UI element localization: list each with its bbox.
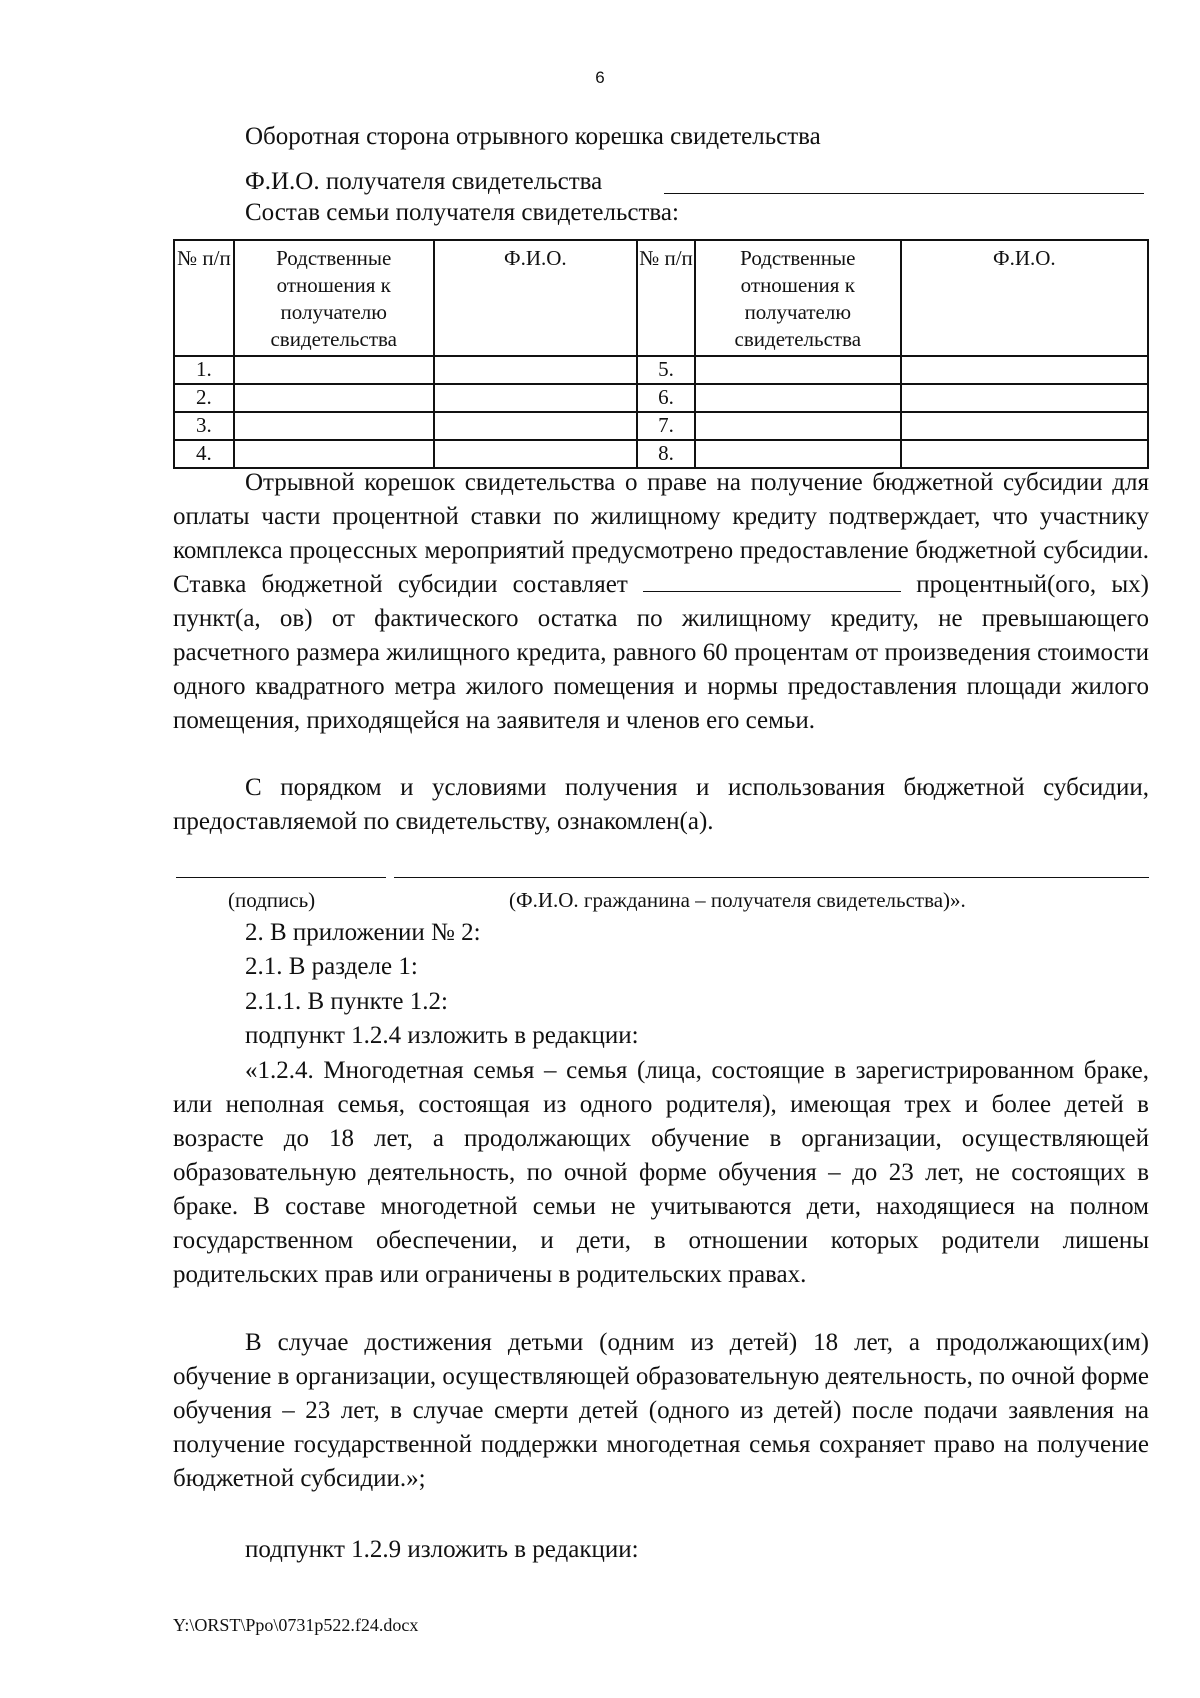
family-composition-label: Состав семьи получателя свидетельства: xyxy=(245,199,679,226)
paragraph-1-2-4 xyxy=(173,1054,1149,1292)
row-number: 5. xyxy=(637,356,695,384)
section-heading: Оборотная сторона отрывного корешка свидетельства xyxy=(245,123,821,150)
paragraph-1-2-4-text: «1.2.4. Многодетная семья – семья (лица, состоящие в зарегистрированном браке, или неполная семья, состоящая из одного родителя), имеющая трех и более детей в возрасте до 18 лет, а продолжающих обучение в организации, осуществляющей образовательную деятельность, по очной форме обучения – до 23 лет, не состоящих в браке. В составе многодетной семьи не учитываются дети, находящиеся на полном государственном обеспечении, и дети, в отношении которых родители лишены родительских прав или ограничены в родительских правах. xyxy=(173,1057,1149,1288)
recipient-name-label: Ф.И.О. получателя свидетельства xyxy=(245,168,603,195)
stub-text-part-1: Отрывной корешок свидетельства о праве на получение бюджетной субсидии для оплаты части процентной ставки по жилищному кредиту подтверждает, что участнику комплекса процессных мероприятий предусмотрено предоставление бюджетной субсидии. Ставка бюджетной субсидии составляет xyxy=(173,469,1149,598)
acknowledgement-text: С порядком и условиями получения и использования бюджетной субсидии, предоставляемой по свидетельству, ознакомлен(а). xyxy=(173,774,1149,835)
stub-text-part-2: процентный(ого, ых) пункт(а, ов) от фактического остатка по жилищному кредиту, не превышающего расчетного размера жилищного кредита, равного 60 процентам от произведения стоимости одного квадратного метра жилого помещения и нормы предоставления площади жилого помещения, приходящейся на заявителя и членов его семьи. xyxy=(173,571,1149,734)
header-relation: Родственные отношения к получателю свидетельства xyxy=(695,240,901,356)
table-row xyxy=(174,412,1148,440)
row-number: 3. xyxy=(174,412,234,440)
header-name: Ф.И.О. xyxy=(901,240,1148,356)
paragraph-case-text: В случае достижения детьми (одним из детей) 18 лет, а продолжающих(им) обучение в организации, осуществляющей образовательную деятельность, по очной форме обучения – 23 лет, в случае смерти детей (одного из детей) после подачи заявления на получение государственной поддержки многодетная семья сохраняет право на получение бюджетной субсидии.»; xyxy=(173,1329,1149,1492)
row-number: 7. xyxy=(637,412,695,440)
header-relation: Родственные отношения к получателю свидетельства xyxy=(234,240,434,356)
name-cell[interactable] xyxy=(901,356,1148,384)
row-number: 4. xyxy=(174,440,234,468)
name-cell[interactable] xyxy=(434,356,637,384)
name-cell[interactable] xyxy=(901,440,1148,468)
relation-cell[interactable] xyxy=(234,384,434,412)
header-number: № п/п xyxy=(637,240,695,356)
row-number: 2. xyxy=(174,384,234,412)
relation-cell[interactable] xyxy=(234,356,434,384)
row-number: 6. xyxy=(637,384,695,412)
item-2-1-1: 2.1.1. В пункте 1.2: xyxy=(245,988,448,1015)
acknowledgement-paragraph xyxy=(173,771,1149,839)
item-2-1: 2.1. В разделе 1: xyxy=(245,953,418,980)
name-cell[interactable] xyxy=(434,412,637,440)
relation-cell[interactable] xyxy=(234,412,434,440)
header-name: Ф.И.О. xyxy=(434,240,637,356)
relation-cell[interactable] xyxy=(234,440,434,468)
relation-cell[interactable] xyxy=(695,356,901,384)
citizen-name-caption: (Ф.И.О. гражданина – получателя свидетельства)». xyxy=(509,888,966,912)
paragraph-case xyxy=(173,1326,1149,1496)
name-cell[interactable] xyxy=(901,384,1148,412)
recipient-name-blank[interactable] xyxy=(664,193,1144,194)
row-number: 1. xyxy=(174,356,234,384)
relation-cell[interactable] xyxy=(695,440,901,468)
item-2: 2. В приложении № 2: xyxy=(245,919,481,946)
relation-cell[interactable] xyxy=(695,412,901,440)
table-row xyxy=(174,356,1148,384)
header-number: № п/п xyxy=(174,240,234,356)
footer-file-path: Y:\ORST\Ppo\0731p522.f24.docx xyxy=(173,1615,419,1635)
stub-description-paragraph xyxy=(173,466,1149,738)
family-table xyxy=(173,239,1149,469)
table-header-row xyxy=(174,240,1148,356)
table-row xyxy=(174,440,1148,468)
citizen-name-line[interactable] xyxy=(394,877,1149,878)
page-number: 6 xyxy=(595,68,605,87)
row-number: 8. xyxy=(637,440,695,468)
subitem-1-2-4-intro: подпункт 1.2.4 изложить в редакции: xyxy=(245,1022,639,1049)
subsidy-rate-blank[interactable] xyxy=(643,571,901,592)
relation-cell[interactable] xyxy=(695,384,901,412)
name-cell[interactable] xyxy=(901,412,1148,440)
name-cell[interactable] xyxy=(434,440,637,468)
subitem-1-2-9-intro: подпункт 1.2.9 изложить в редакции: xyxy=(245,1536,639,1563)
signature-caption: (подпись) xyxy=(228,888,316,912)
name-cell[interactable] xyxy=(434,384,637,412)
table-row xyxy=(174,384,1148,412)
signature-line[interactable] xyxy=(176,877,386,878)
